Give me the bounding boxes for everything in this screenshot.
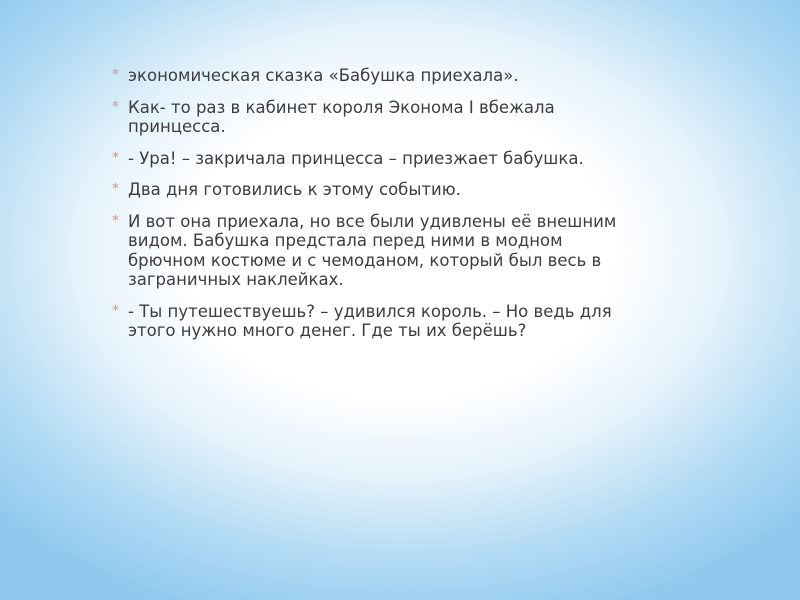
- bullet-item: [112, 302, 642, 341]
- bullet-text: Два дня готовились к этому событию.: [128, 180, 461, 199]
- asterisk-bullet-icon: *: [112, 149, 119, 166]
- bullet-item: [112, 212, 642, 290]
- asterisk-bullet-icon: *: [112, 67, 119, 83]
- bullet-item: [112, 98, 642, 137]
- bullet-item: [112, 180, 642, 200]
- bullet-text: - Ты путешествуешь? – удивился король. – Но ведь для этого нужно много денег. Где ты их берёшь?: [128, 301, 612, 340]
- asterisk-bullet-icon: *: [112, 181, 119, 197]
- bullet-item: [112, 149, 642, 169]
- bullet-item: [112, 66, 642, 86]
- bullet-text: И вот она приехала, но все были удивлены её внешним видом. Бабушка предстала перед ними в модном брючном костюме и с чемоданом, который был весь в заграничных наклейках.: [128, 211, 617, 289]
- bullet-list: [112, 66, 642, 353]
- bullet-text: экономическая сказка «Бабушка приехала».: [128, 66, 519, 85]
- bullet-text: Как- то раз в кабинет короля Эконома I вбежала принцесса.: [128, 97, 555, 136]
- asterisk-bullet-icon: *: [112, 212, 119, 229]
- bullet-text: - Ура! – закричала принцесса – приезжает бабушка.: [128, 148, 584, 168]
- asterisk-bullet-icon: *: [112, 302, 119, 319]
- asterisk-bullet-icon: *: [112, 98, 119, 115]
